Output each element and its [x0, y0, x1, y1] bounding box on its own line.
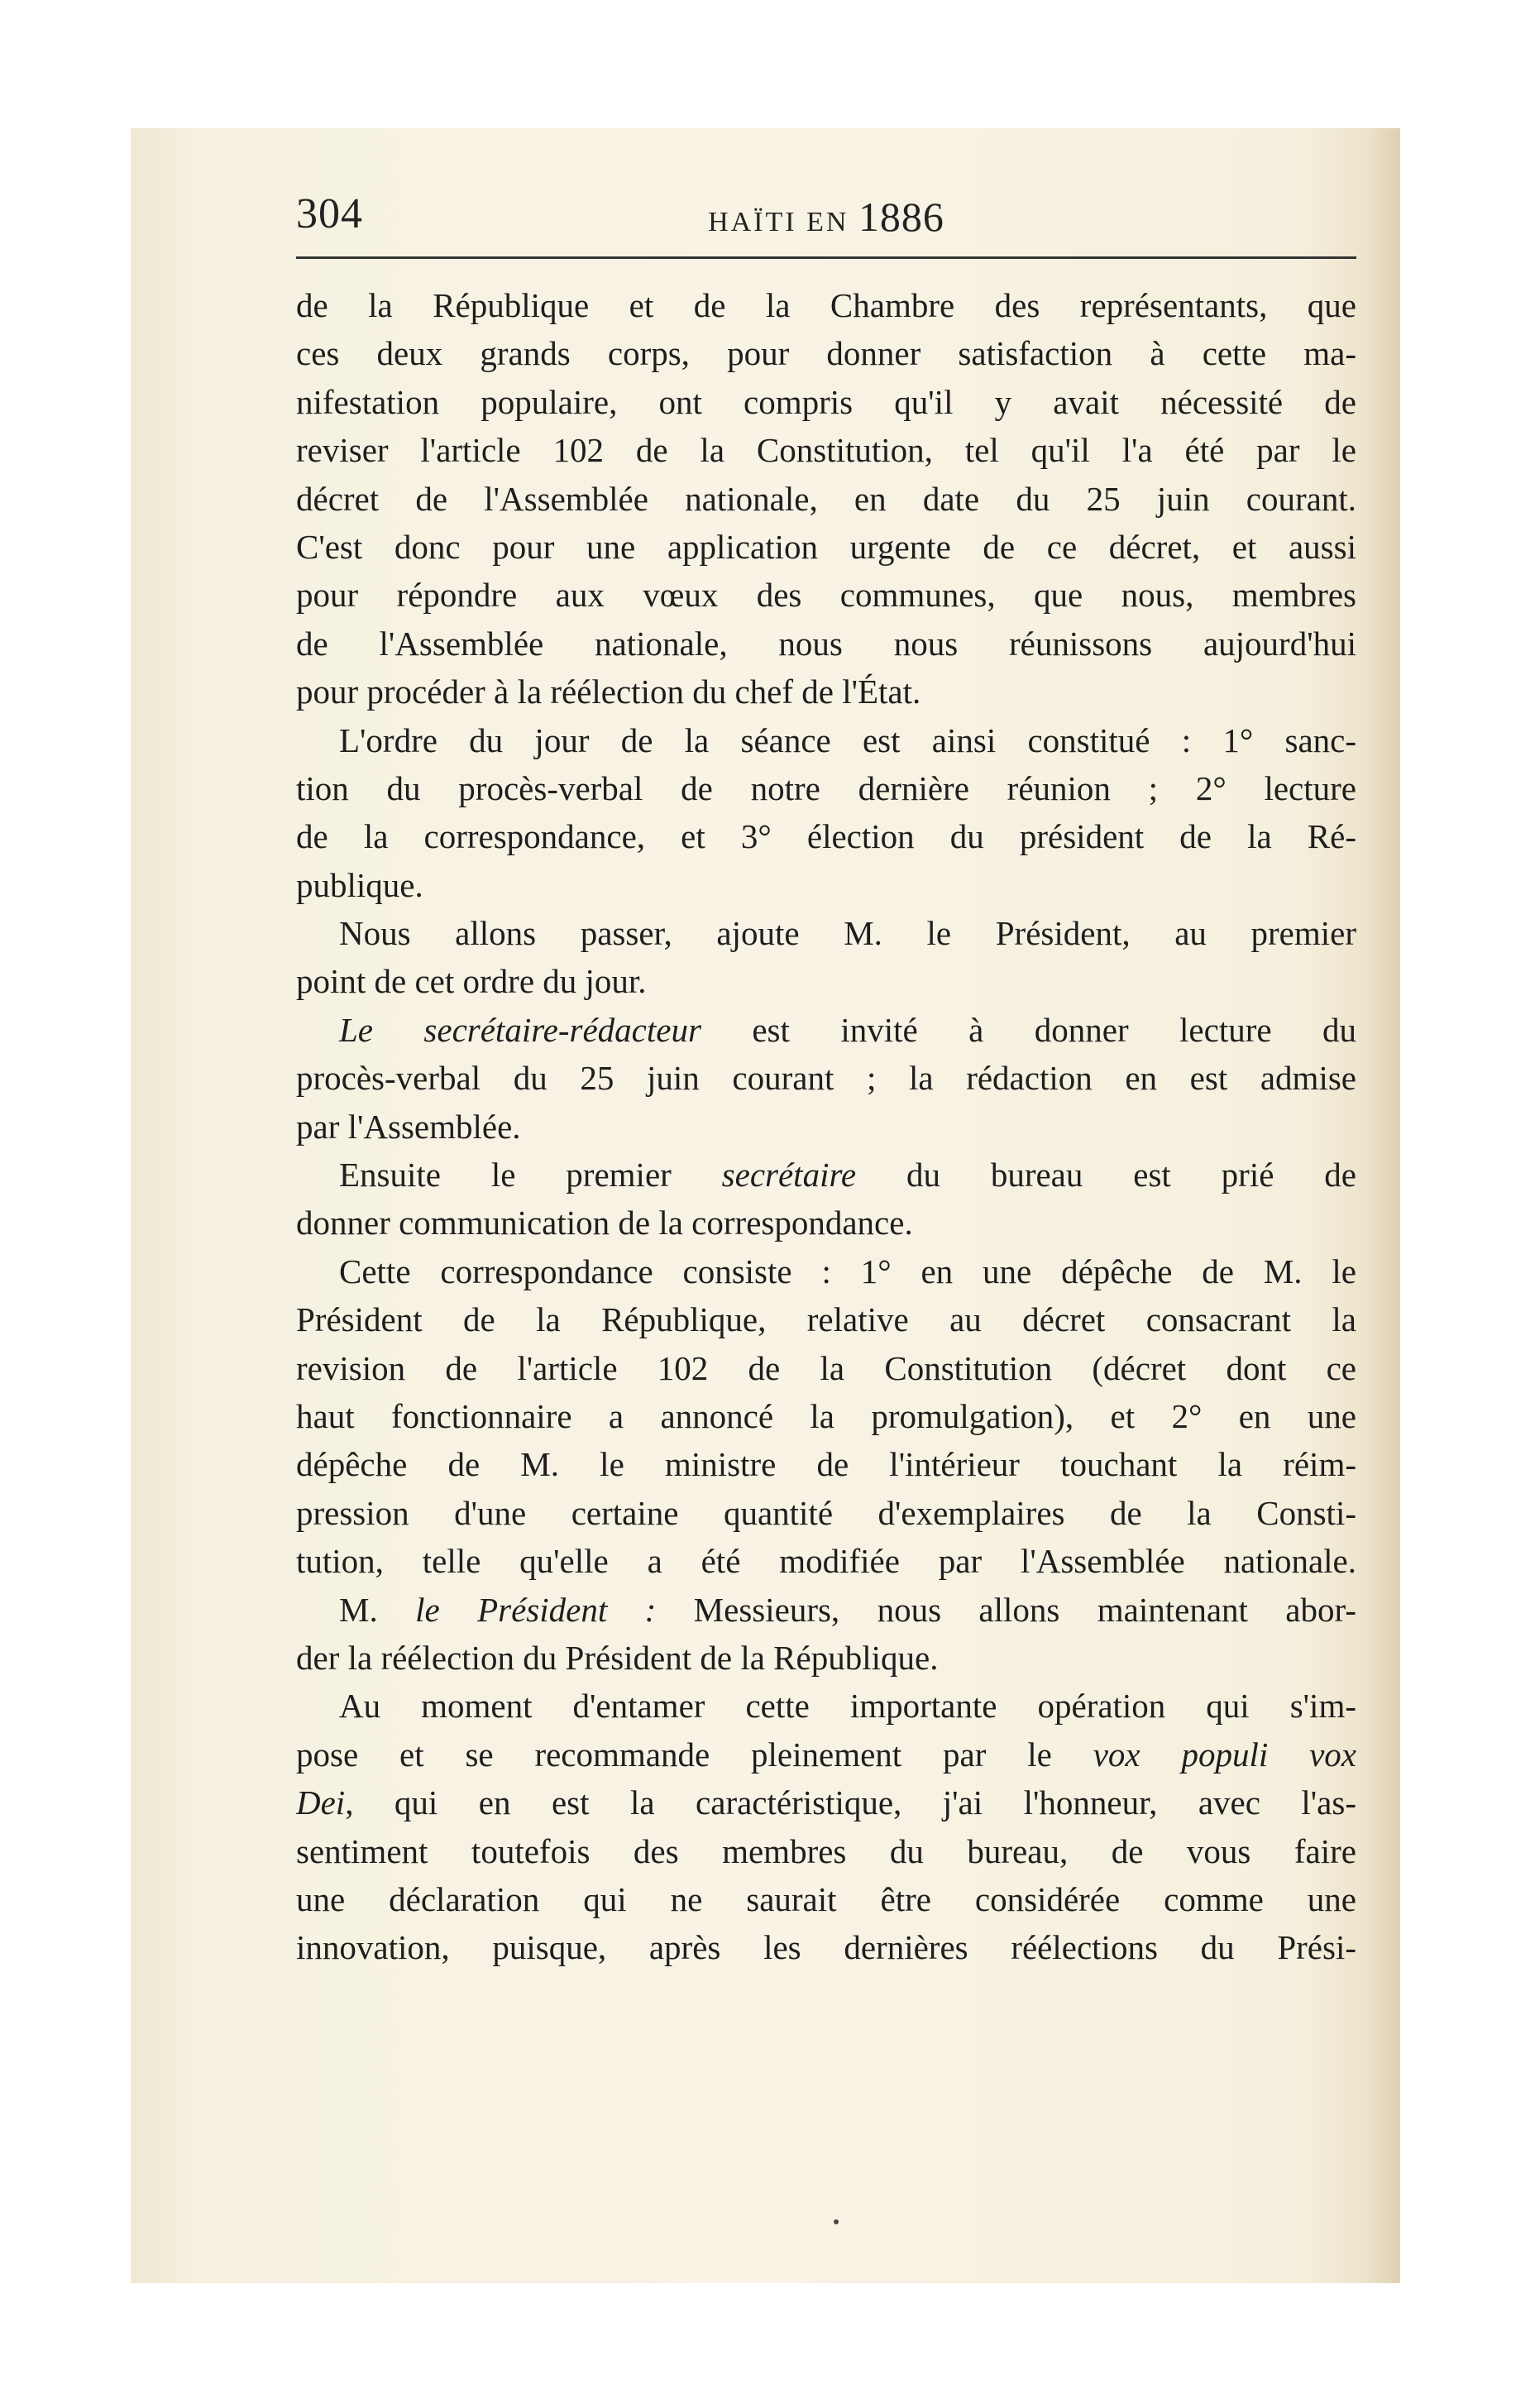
text-run: , qui en est la caractéristique, j'ai l'honneur, avec l'as- — [345, 1783, 1356, 1822]
running-head-title: HAÏTI EN — [708, 207, 849, 237]
italic-run: Le secrétaire-rédacteur — [339, 1010, 701, 1049]
text-line: tution, telle qu'elle a été modifiée par l'Assemblée nationale. — [296, 1542, 1356, 1581]
text-line: de l'Assemblée nationale, nous nous réunissons aujourd'hui — [296, 624, 1356, 663]
text-line: tion du procès-verbal de notre dernière réunion ; 2° lecture — [296, 768, 1356, 807]
text-line: décret de l'Assemblée nationale, en date du 25 juin courant. — [296, 479, 1356, 518]
italic-run: vox populi vox — [1093, 1735, 1356, 1774]
text-line — [296, 1151, 1356, 1199]
running-head — [296, 193, 1356, 241]
italic-run: le Président : — [415, 1590, 657, 1629]
text-line: Au moment d'entamer cette importante opération qui s'im- — [339, 1687, 1356, 1726]
text-line — [296, 1586, 1356, 1634]
text-line — [296, 1731, 1356, 1778]
text-run: Messieurs, nous allons maintenant abor- — [656, 1590, 1356, 1629]
text-line: sentiment toutefois des membres du bureau, de vous faire — [296, 1831, 1356, 1870]
text-line: Nous allons passer, ajoute M. le Président, au premier — [339, 914, 1356, 953]
text-line: ces deux grands corps, pour donner satisfaction à cette ma- — [296, 334, 1356, 373]
text-run: est invité à donner lecture du — [701, 1010, 1356, 1049]
italic-run: Dei — [296, 1783, 346, 1822]
text-line: Cette correspondance consiste : 1° en une dépêche de M. le — [339, 1252, 1356, 1290]
text-line: de la République et de la Chambre des représentants, que — [296, 286, 1356, 324]
ink-speck — [834, 2219, 839, 2224]
text-line: donner communication de la correspondance. — [296, 1204, 913, 1242]
running-head-year: 1886 — [858, 194, 944, 240]
text-run: M. — [339, 1590, 416, 1629]
text-line: Président de la République, relative au décret consacrant la — [296, 1300, 1356, 1339]
text-line: de la correspondance, et 3° élection du président de la Ré- — [296, 817, 1356, 856]
text-line: L'ordre du jour de la séance est ainsi constitué : 1° sanc- — [339, 720, 1356, 759]
text-run: du bureau est prié de — [856, 1156, 1356, 1194]
text-run: pose et se recommande pleinement par le — [296, 1735, 1093, 1774]
body-text — [296, 281, 1356, 1972]
text-line: reviser l'article 102 de la Constitution, tel qu'il l'a été par le — [296, 431, 1356, 470]
text-line: C'est donc pour une application urgente de ce décret, et aussi — [296, 527, 1356, 566]
text-line — [296, 1778, 1356, 1826]
header-rule — [296, 256, 1356, 259]
page-header — [296, 186, 1356, 242]
text-run: Ensuite le premier — [339, 1156, 722, 1194]
text-line: nifestation populaire, ont compris qu'il y avait nécessité de — [296, 382, 1356, 421]
text-line: publique. — [296, 865, 423, 904]
text-line: innovation, puisque, après les dernières réélections du Prési- — [296, 1928, 1356, 1967]
text-line: pour procéder à la réélection du chef de l'État. — [296, 673, 921, 711]
text-line: revision de l'article 102 de la Constitution (décret dont ce — [296, 1348, 1356, 1387]
text-line: der la réélection du Président de la République. — [296, 1638, 939, 1677]
text-line: haut fonctionnaire a annoncé la promulgation), et 2° en une — [296, 1396, 1356, 1435]
text-line — [296, 1006, 1356, 1054]
italic-run: secrétaire — [721, 1156, 857, 1194]
page-number: 304 — [296, 190, 363, 237]
text-line: par l'Assemblée. — [296, 1107, 521, 1146]
text-line: point de cet ordre du jour. — [296, 962, 647, 1001]
text-line: une déclaration qui ne saurait être considérée comme une — [296, 1879, 1356, 1918]
text-line: procès-verbal du 25 juin courant ; la rédaction en est admise — [296, 1059, 1356, 1098]
text-line: pression d'une certaine quantité d'exemplaires de la Consti- — [296, 1493, 1356, 1532]
text-line: dépêche de M. le ministre de l'intérieur touchant la réim- — [296, 1445, 1356, 1484]
text-line: pour répondre aux vœux des communes, que nous, membres — [296, 576, 1356, 615]
